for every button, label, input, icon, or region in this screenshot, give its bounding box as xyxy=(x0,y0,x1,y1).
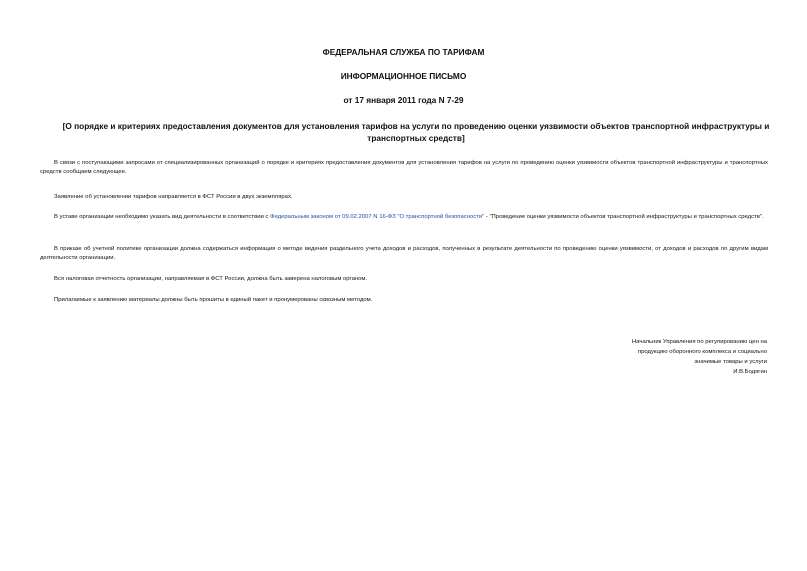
paragraph-tax-reporting: Вся налоговая отчетность организации, направляемая в ФСТ России, должна быть заверена налоговым органом. xyxy=(54,276,368,282)
document-date-number: от 17 января 2011 года N 7-29 xyxy=(343,95,464,105)
paragraph-accounting-policy: В приказе об учетной политике организации должна содержаться информация о методе ведения раздельного учета доходов и расходов, полученных в результате деятельности по проведению оценки уязвимости, от доходов и расходов по другим видам деятельности организации. xyxy=(40,246,768,261)
signature-position-line-1: Начальник Управления по регулированию цен на xyxy=(631,339,767,345)
federal-law-link[interactable]: Федеральным законом от 09.02.2007 N 16-ФЗ "О транспортной безопасности" xyxy=(270,214,485,220)
document-title: [О порядке и критериях предоставления документов для установления тарифов на услуги по проведению оценки уязвимости объектов транспортной инфраструктуры и транспортных средств] xyxy=(62,121,770,143)
signatory-name: И.В.Бодягин xyxy=(733,369,767,375)
agency-heading: ФЕДЕРАЛЬНАЯ СЛУЖБА ПО ТАРИФАМ xyxy=(322,47,485,57)
signature-position-line-3: значимые товары и услуги xyxy=(694,359,767,365)
paragraph-attachments: Прилагаемые к заявлению материалы должны быть прошиты в единый пакет и пронумерованы сквозным методом. xyxy=(54,297,373,303)
paragraph-charter-text-before: В уставе организации необходимо указать вид деятельности в соответствии с xyxy=(54,214,271,220)
paragraph-application: Заявление об установлении тарифов направляется в ФСТ России в двух экземплярах. xyxy=(54,194,293,200)
document-type-heading: ИНФОРМАЦИОННОЕ ПИСЬМО xyxy=(340,71,467,81)
paragraph-charter-text-after: - "Проведение оценки уязвимости объектов транспортной инфраструктуры и транспортных средств". xyxy=(484,214,764,220)
paragraph-intro: В связи с поступающими запросами от специализированных организаций о порядке и критериях предоставления документов для установления тарифов на услуги по проведению оценки уязвимости объектов транспортной инфраструктуры и транспортных средств сообщаем следующее. xyxy=(40,160,768,175)
signature-position-line-2: продукцию оборонного комплекса и социально xyxy=(637,349,767,355)
signature-block xyxy=(547,337,767,377)
paragraph-charter xyxy=(40,213,768,222)
